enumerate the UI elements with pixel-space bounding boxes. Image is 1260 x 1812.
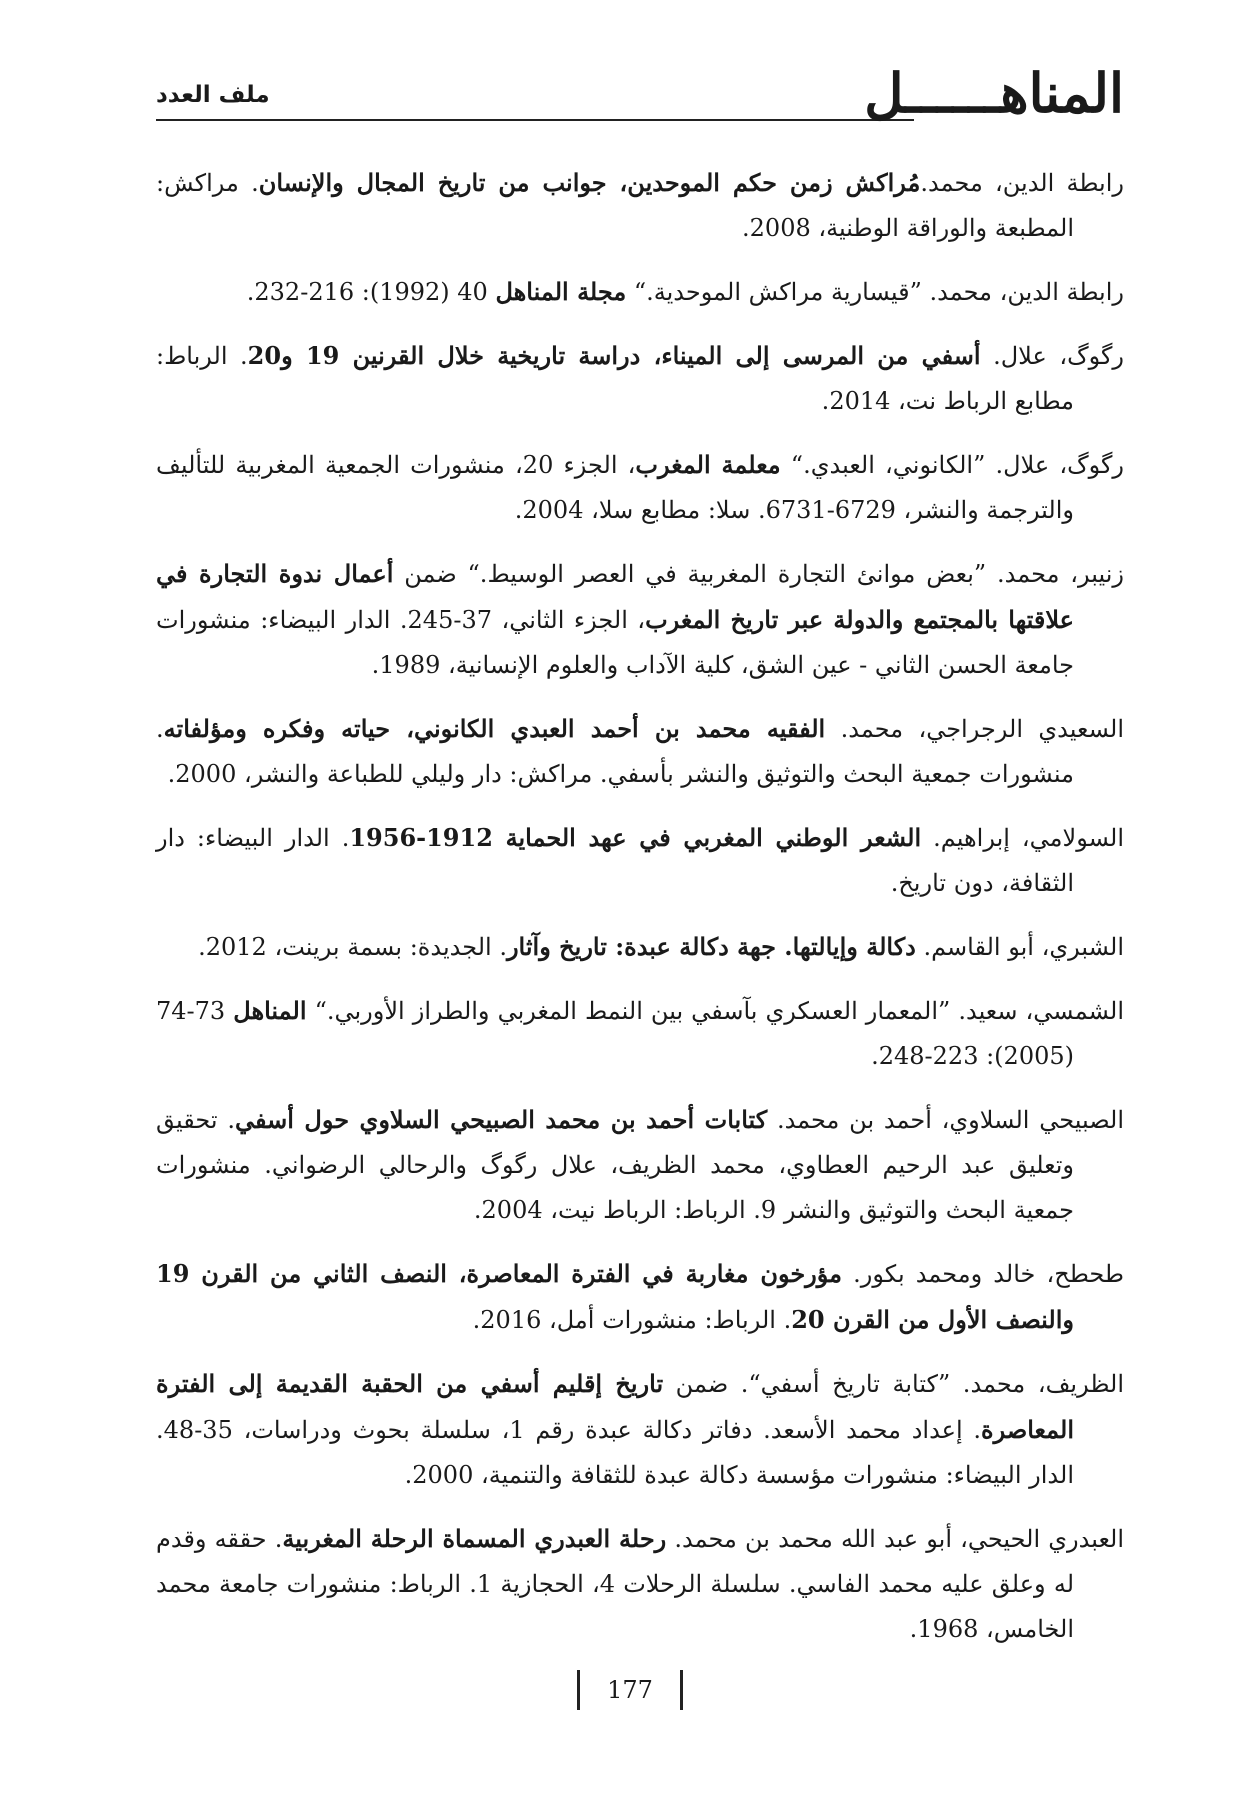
bibliography-entry — [156, 333, 1124, 424]
entry-title: مُراكش زمن حكم الموحدين، جوانب من تاريخ المجال والإنسان — [258, 168, 921, 197]
header-rule — [156, 119, 914, 121]
entry-text: رگوگ، علال. ”الكانوني، العبدي.“ — [780, 451, 1124, 479]
entry-text: الظريف، محمد. ”كتابة تاريخ أسفي“. ضمن — [663, 1370, 1124, 1398]
entry-text: 40 (1992): 216-232. — [246, 278, 496, 306]
entry-text: رابطة الدين، محمد. ”قيسارية مراكش الموحدية.“ — [626, 278, 1124, 306]
entry-title: مجلة المناهل — [495, 277, 627, 306]
page-number: 177 — [607, 1676, 653, 1704]
bibliography-entry — [156, 706, 1124, 797]
entry-text: . حققه وقدم له وعلق عليه محمد الفاسي. سلسلة الرحلات 4، الحجازية 1. الرباط: منشورات جامعة محمد الخامس، 1968. — [156, 1525, 1075, 1643]
entry-text: . منشورات جمعية البحث والتوثيق والنشر بأسفي. مراكش: دار وليلي للطباعة والنشر، 2000. — [156, 715, 1074, 788]
entry-title: معلمة المغرب — [635, 450, 781, 479]
bibliography-entry — [156, 988, 1124, 1079]
entry-title: أسفي من المرسى إلى الميناء، دراسة تاريخية خلال القرنين 19 و20 — [247, 341, 981, 370]
entry-title: تاريخ إقليم أسفي من الحقبة القديمة إلى الفترة المعاصرة — [156, 1369, 1074, 1444]
entry-text: الشبري، أبو القاسم. — [915, 933, 1124, 961]
bibliography-entry — [156, 442, 1124, 533]
entry-text: السعيدي الرجراجي، محمد. — [825, 715, 1124, 743]
entry-text: رگوگ، علال. — [980, 342, 1124, 370]
bibliography-entry — [156, 160, 1124, 251]
entry-text: طحطح، خالد ومحمد بكور. — [842, 1260, 1124, 1288]
entry-text: ، الجزء 20، منشورات الجمعية المغربية للتأليف والترجمة والنشر، 6729-6731. سلا: مطابع سلا، 2004. — [156, 451, 1074, 524]
entry-text: زنيبر، محمد. ”بعض موانئ التجارة المغربية في العصر الوسيط.“ ضمن — [393, 560, 1124, 588]
bibliography-entry — [156, 1251, 1124, 1343]
page-footer — [0, 1670, 1260, 1710]
bibliography-entry — [156, 269, 1124, 315]
entry-title: الشعر الوطني المغربي في عهد الحماية 1912-1956 — [349, 823, 922, 852]
entry-text: . الرباط: منشورات أمل، 2016. — [472, 1306, 792, 1334]
entry-text: ، الجزء الثاني، 37-245. الدار البيضاء: منشورات جامعة الحسن الثاني - عين الشق، كلية الآداب والعلوم الإنسانية، 1989. — [156, 606, 1074, 679]
section-label: ملف العدد — [156, 82, 270, 108]
entry-text: . مراكش: المطبعة والوراقة الوطنية، 2008. — [156, 169, 1074, 242]
entry-title: أعمال ندوة التجارة في علاقتها بالمجتمع والدولة عبر تاريخ المغرب — [156, 559, 1074, 634]
entry-text: . الجديدة: بسمة برينت، 2012. — [198, 933, 507, 961]
entry-text: السولامي، إبراهيم. — [921, 824, 1124, 852]
entry-text: العبدري الحيحي، أبو عبد الله محمد بن محمد. — [666, 1525, 1125, 1553]
bibliography-entry — [156, 924, 1124, 970]
entry-text: . الدار البيضاء: دار الثقافة، دون تاريخ. — [156, 824, 1074, 897]
entry-title: رحلة العبدري المسماة الرحلة المغربية — [282, 1524, 667, 1553]
footer-bar-right — [680, 1670, 683, 1710]
entry-title: كتابات أحمد بن محمد الصبيحي السلاوي حول أسفي — [234, 1105, 768, 1134]
bibliography-entry — [156, 1516, 1124, 1652]
bibliography-entry — [156, 815, 1124, 906]
entry-title: مؤرخون مغاربة في الفترة المعاصرة، النصف الثاني من القرن 19 والنصف الأول من القرن 20 — [156, 1259, 1074, 1334]
bibliography-entry — [156, 1097, 1124, 1233]
entry-title: المناهل — [233, 996, 307, 1025]
bibliography-entry — [156, 1361, 1124, 1498]
entry-title: دكالة وإيالتها. جهة دكالة عبدة: تاريخ وآثار — [506, 932, 916, 961]
entry-text: الشمسي، سعيد. ”المعمار العسكري بآسفي بين النمط المغربي والطراز الأوربي.“ — [306, 997, 1124, 1025]
footer-bar-left — [577, 1670, 580, 1710]
bibliography-entry — [156, 551, 1124, 688]
entry-title: الفقيه محمد بن أحمد العبدي الكانوني، حياته وفكره ومؤلفاته — [163, 714, 826, 743]
entry-text: 73-74 (2005): 223-248. — [156, 997, 1074, 1070]
entry-text: . تحقيق وتعليق عبد الرحيم العطاوي، محمد الظريف، علال رگوگ والرحالي الرضواني. منشورات جمعية البحث والتوثيق والنشر 9. الرباط: الرباط نيت، 2004. — [156, 1106, 1074, 1224]
bibliography-list — [156, 160, 1124, 1670]
entry-text: . الرباط: مطابع الرباط نت، 2014. — [156, 342, 1074, 415]
entry-text: . إعداد محمد الأسعد. دفاتر دكالة عبدة رقم 1، سلسلة بحوث ودراسات، 35-48. الدار البيضاء: منشورات مؤسسة دكالة عبدة للثقافة والتنمية، 2000. — [156, 1416, 1074, 1489]
page-header — [156, 62, 1124, 124]
journal-title: المناهــــــل — [864, 61, 1124, 125]
entry-text: الصبيحي السلاوي، أحمد بن محمد. — [767, 1106, 1124, 1134]
entry-text: رابطة الدين، محمد. — [920, 169, 1124, 197]
